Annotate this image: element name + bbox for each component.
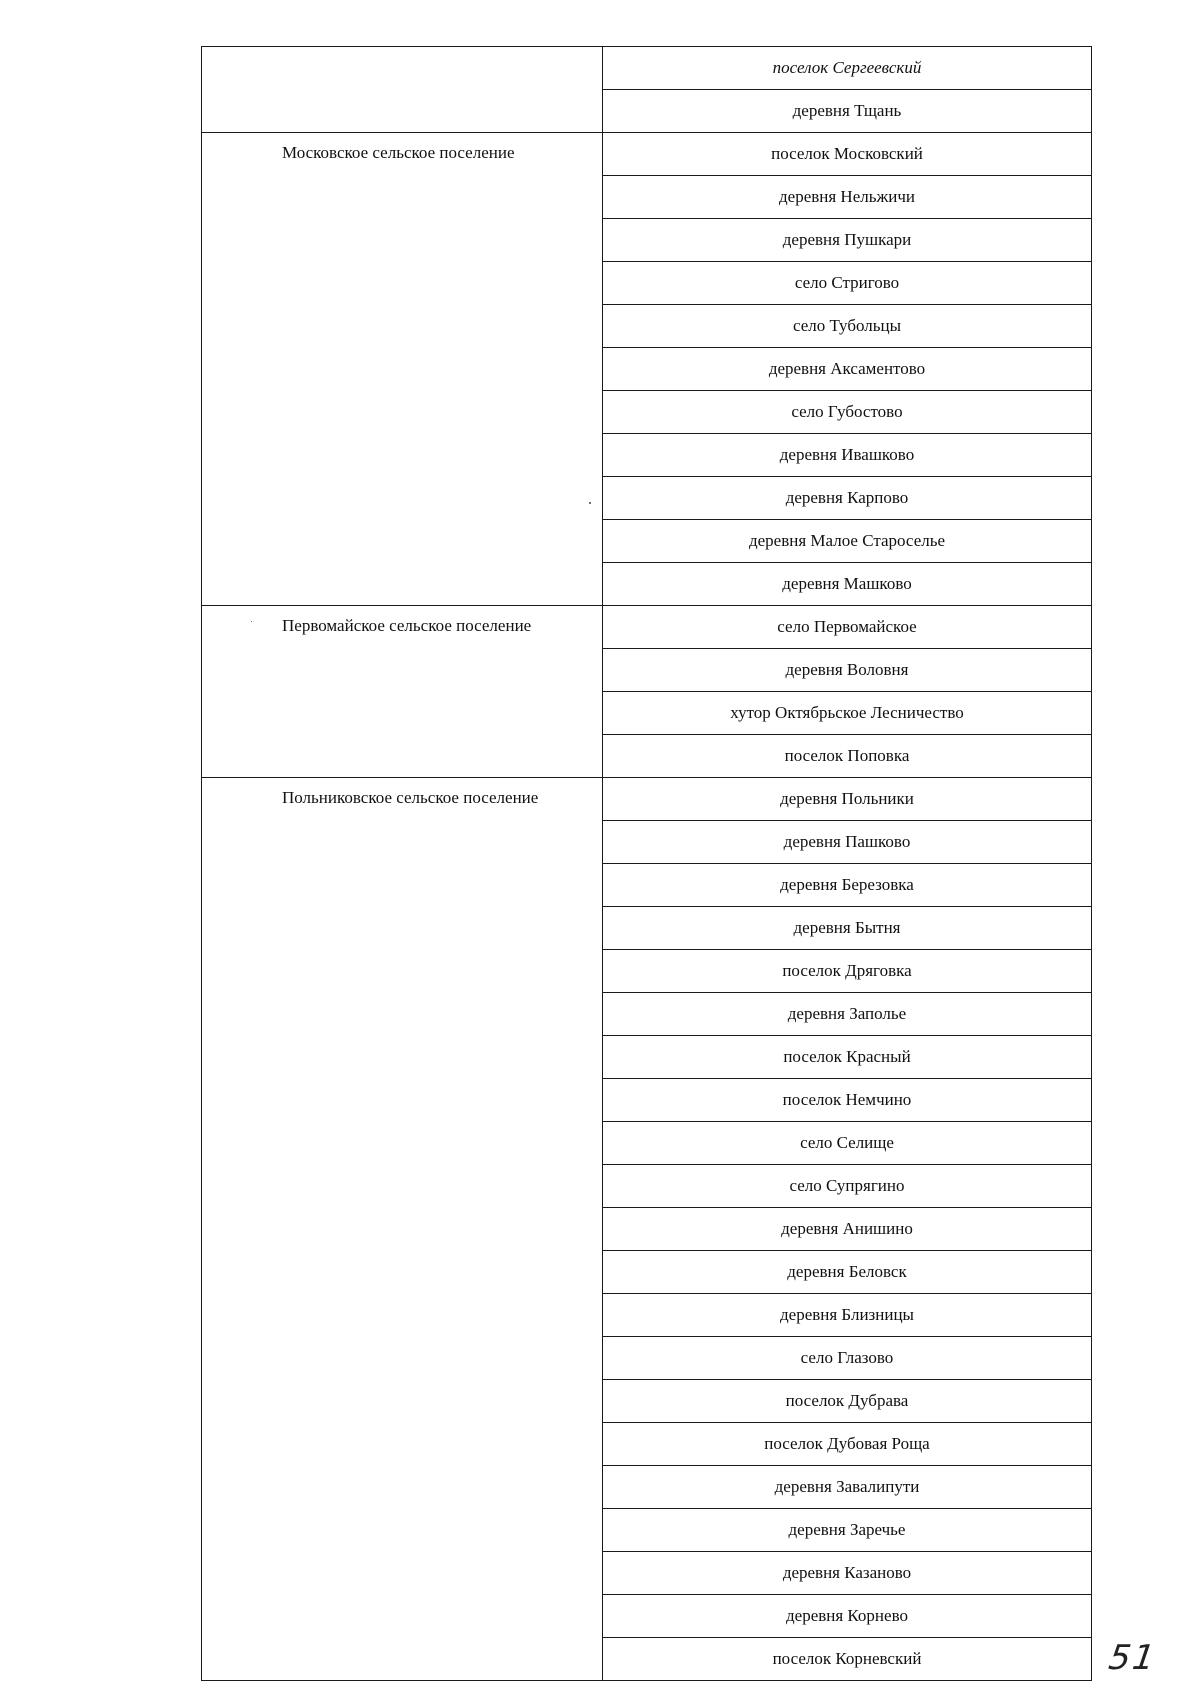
table-row xyxy=(202,606,1092,649)
locality-cell: деревня Машково xyxy=(603,563,1092,606)
locality-cell: поселок Немчино xyxy=(603,1079,1092,1122)
table-row xyxy=(202,778,1092,821)
settlements-table-body xyxy=(202,47,1092,1681)
locality-cell: деревня Заполье xyxy=(603,993,1092,1036)
locality-cell: поселок Дубовая Роща xyxy=(603,1423,1092,1466)
locality-cell: деревня Польники xyxy=(603,778,1092,821)
locality-cell: деревня Пашково xyxy=(603,821,1092,864)
locality-cell: деревня Анишино xyxy=(603,1208,1092,1251)
settlement-name-cell: Московское сельское поселение xyxy=(202,133,603,606)
locality-cell: деревня Аксаментово xyxy=(603,348,1092,391)
locality-cell: поселок Поповка xyxy=(603,735,1092,778)
locality-cell: деревня Карпово xyxy=(603,477,1092,520)
scan-speck xyxy=(251,621,252,622)
locality-cell: деревня Нельжичи xyxy=(603,176,1092,219)
locality-cell: поселок Московский xyxy=(603,133,1092,176)
locality-cell: село Первомайское xyxy=(603,606,1092,649)
locality-cell: село Стригово xyxy=(603,262,1092,305)
locality-cell: поселок Дряговка xyxy=(603,950,1092,993)
locality-cell: деревня Заречье xyxy=(603,1509,1092,1552)
locality-cell: деревня Пушкари xyxy=(603,219,1092,262)
locality-cell: деревня Воловня xyxy=(603,649,1092,692)
settlement-continued-cell xyxy=(202,47,603,133)
locality-cell: деревня Корнево xyxy=(603,1595,1092,1638)
locality-cell: деревня Малое Староселье xyxy=(603,520,1092,563)
locality-cell: деревня Беловск xyxy=(603,1251,1092,1294)
table-row xyxy=(202,47,1092,90)
locality-cell: поселок Корневский xyxy=(603,1638,1092,1681)
locality-cell: село Губостово xyxy=(603,391,1092,434)
locality-cell: село Глазово xyxy=(603,1337,1092,1380)
locality-cell: деревня Завалипути xyxy=(603,1466,1092,1509)
locality-cell: село Тубольцы xyxy=(603,305,1092,348)
locality-cell: деревня Бытня xyxy=(603,907,1092,950)
locality-cell: деревня Березовка xyxy=(603,864,1092,907)
locality-cell: село Селище xyxy=(603,1122,1092,1165)
locality-cell: поселок Дубрава xyxy=(603,1380,1092,1423)
settlements-table xyxy=(201,46,1092,1681)
locality-cell: деревня Тщань xyxy=(603,90,1092,133)
locality-cell: поселок Красный xyxy=(603,1036,1092,1079)
table-row xyxy=(202,133,1092,176)
locality-cell: поселок Сергеевский xyxy=(603,47,1092,90)
page-number: 51 xyxy=(1105,1638,1159,1678)
locality-cell: хутор Октябрьское Лесничество xyxy=(603,692,1092,735)
locality-cell: деревня Казаново xyxy=(603,1552,1092,1595)
settlement-name-cell: Польниковское сельское поселение xyxy=(202,778,603,1681)
locality-cell: деревня Близницы xyxy=(603,1294,1092,1337)
locality-cell: деревня Ивашково xyxy=(603,434,1092,477)
scan-speck xyxy=(589,502,591,504)
settlement-name-cell: Первомайское сельское поселение xyxy=(202,606,603,778)
locality-cell: село Супрягино xyxy=(603,1165,1092,1208)
